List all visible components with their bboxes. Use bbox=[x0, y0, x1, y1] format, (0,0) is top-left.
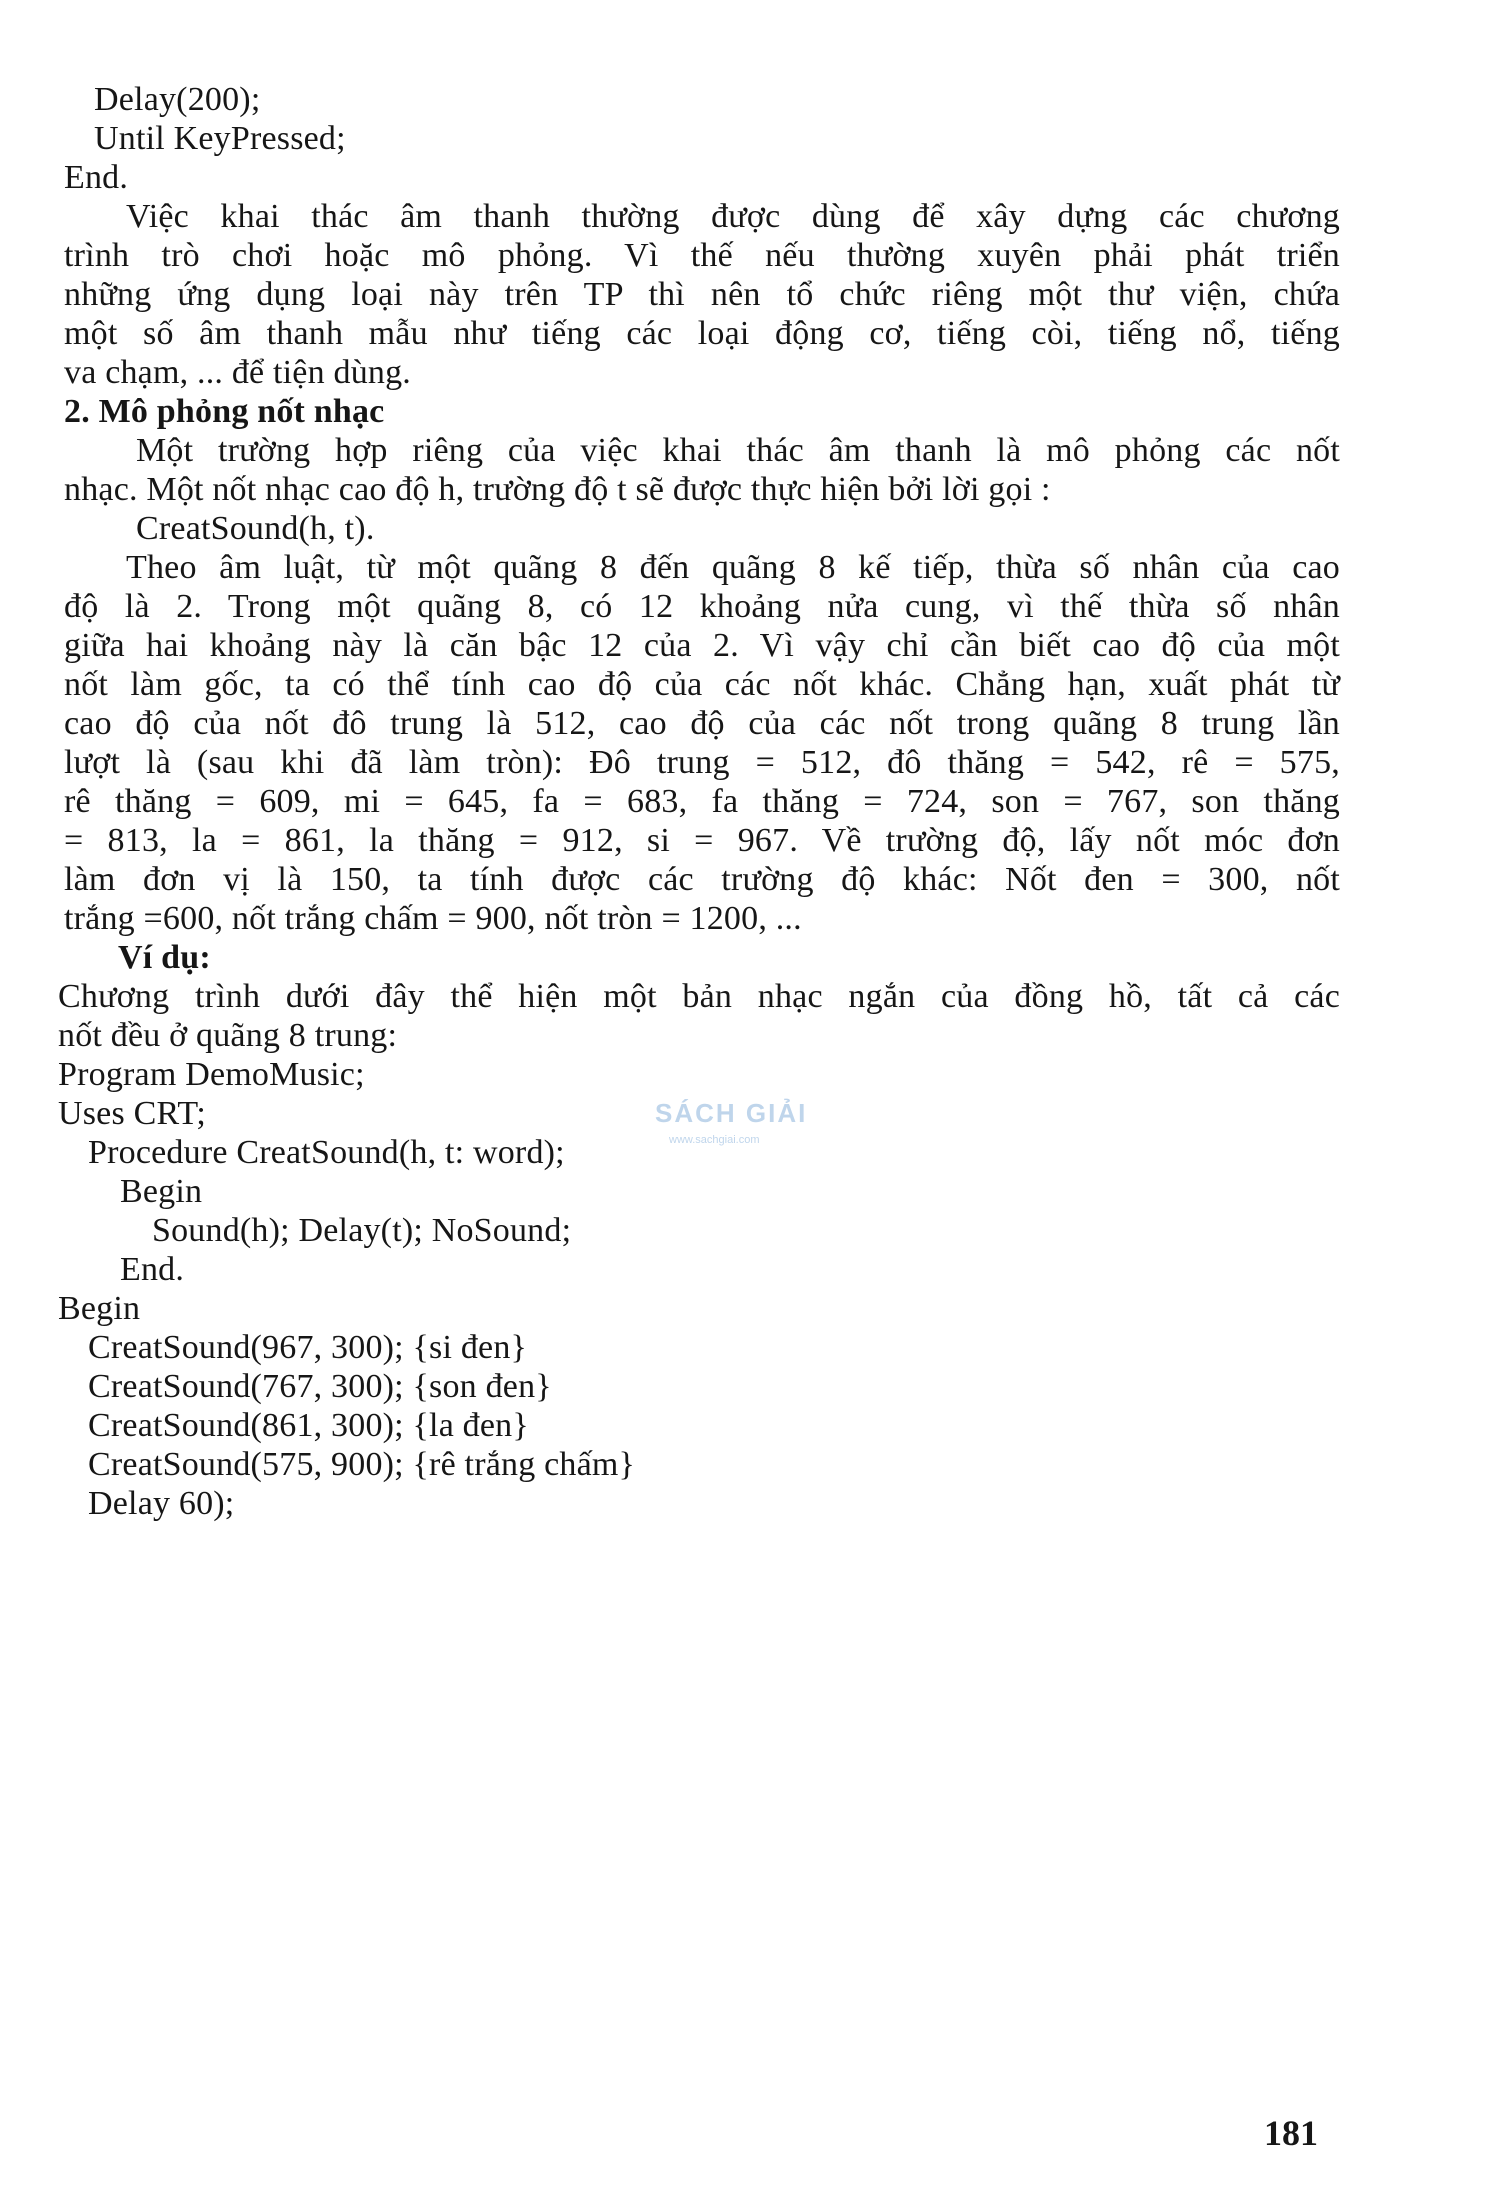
paragraph-line: Việc khai thác âm thanh thường được dùng để xây dựng các chương bbox=[126, 198, 1340, 235]
code-line: Until KeyPressed; bbox=[94, 120, 346, 157]
paragraph-line: Theo âm luật, từ một quãng 8 đến quãng 8 kế tiếp, thừa số nhân của cao bbox=[126, 549, 1340, 586]
code-line: CreatSound(967, 300); {si đen} bbox=[88, 1329, 528, 1366]
code-line: CreatSound(h, t). bbox=[136, 510, 375, 547]
paragraph-line: làm đơn vị là 150, ta tính được các trường độ khác: Nốt đen = 300, nốt bbox=[64, 861, 1340, 898]
paragraph-line: trắng =600, nốt trắng chấm = 900, nốt tròn = 1200, ... bbox=[64, 900, 802, 937]
paragraph-line: = 813, la = 861, la thăng = 912, si = 967. Về trường độ, lấy nốt móc đơn bbox=[64, 822, 1340, 859]
paragraph-line: lượt là (sau khi đã làm tròn): Đô trung = 512, đô thăng = 542, rê = 575, bbox=[64, 744, 1340, 781]
paragraph-line: nốt làm gốc, ta có thể tính cao độ của các nốt khác. Chẳng hạn, xuất phát từ bbox=[64, 666, 1340, 703]
code-line: Delay(200); bbox=[94, 81, 261, 118]
code-line: Begin bbox=[58, 1290, 141, 1327]
paragraph-line: giữa hai khoảng này là căn bậc 12 của 2. Vì vậy chỉ cần biết cao độ của một bbox=[64, 627, 1340, 664]
page-number: 181 bbox=[1264, 2113, 1318, 2153]
paragraph-line: Một trường hợp riêng của việc khai thác âm thanh là mô phỏng các nốt bbox=[136, 432, 1340, 469]
paragraph-line: một số âm thanh mẫu như tiếng các loại động cơ, tiếng còi, tiếng nổ, tiếng bbox=[64, 315, 1340, 352]
watermark-text: SÁCH GIẢI bbox=[655, 1098, 808, 1128]
code-line: CreatSound(575, 900); {rê trắng chấm} bbox=[88, 1446, 636, 1483]
code-line: CreatSound(767, 300); {son đen} bbox=[88, 1368, 552, 1405]
code-line: Uses CRT; bbox=[58, 1095, 207, 1132]
code-line: Begin bbox=[120, 1173, 203, 1210]
paragraph-line: cao độ của nốt đô trung là 512, cao độ của các nốt trong quãng 8 trung lần bbox=[64, 705, 1340, 742]
watermark-url: www.sachgiai.com bbox=[669, 1134, 760, 1146]
code-line: Sound(h); Delay(t); NoSound; bbox=[152, 1212, 572, 1249]
code-line: Delay 60); bbox=[88, 1485, 235, 1522]
example-heading: Ví dụ: bbox=[118, 939, 211, 976]
section-heading: 2. Mô phỏng nốt nhạc bbox=[64, 393, 385, 430]
watermark-logo bbox=[655, 1098, 825, 1150]
paragraph-line: những ứng dụng loại này trên TP thì nên tổ chức riêng một thư viện, chứa bbox=[64, 276, 1340, 313]
paragraph-line: Chương trình dưới đây thể hiện một bản nhạc ngắn của đồng hồ, tất cả các bbox=[58, 978, 1340, 1015]
paragraph-line: va chạm, ... để tiện dùng. bbox=[64, 354, 411, 391]
paragraph-line: nốt đều ở quãng 8 trung: bbox=[58, 1017, 398, 1054]
code-line: End. bbox=[64, 159, 129, 196]
code-line: Program DemoMusic; bbox=[58, 1056, 365, 1093]
paragraph-line: trình trò chơi hoặc mô phỏng. Vì thế nếu thường xuyên phải phát triển bbox=[64, 237, 1340, 274]
paragraph-line: rê thăng = 609, mi = 645, fa = 683, fa thăng = 724, son = 767, son thăng bbox=[64, 783, 1340, 820]
paragraph-line: độ là 2. Trong một quãng 8, có 12 khoảng nửa cung, vì thế thừa số nhân bbox=[64, 588, 1340, 625]
code-line: End. bbox=[120, 1251, 185, 1288]
code-line: CreatSound(861, 300); {la đen} bbox=[88, 1407, 529, 1444]
paragraph-line: nhạc. Một nốt nhạc cao độ h, trường độ t sẽ được thực hiện bởi lời gọi : bbox=[64, 471, 1051, 508]
code-line: Procedure CreatSound(h, t: word); bbox=[88, 1134, 565, 1171]
